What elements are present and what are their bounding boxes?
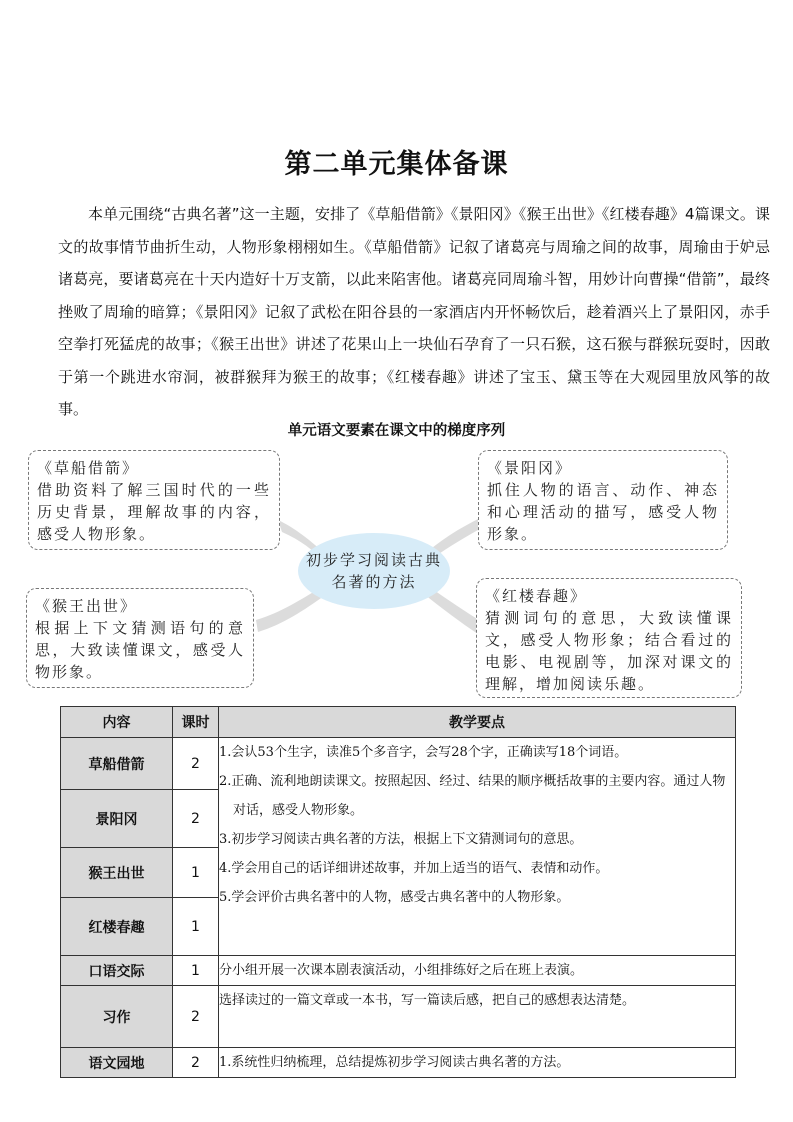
header-content: 内容 bbox=[61, 707, 173, 738]
mindmap-node-caochuanjiejian bbox=[28, 450, 280, 550]
lesson-key-points bbox=[219, 956, 736, 986]
key-point: 1.会认53个生字，读准5个多音字，会写28个字，正确读写18个词语。 bbox=[219, 745, 628, 760]
node-title: 《草船借箭》 bbox=[37, 459, 140, 477]
lesson-hours: 1 bbox=[173, 956, 219, 986]
table-row bbox=[61, 1048, 736, 1078]
page-title: 第二单元集体备课 bbox=[284, 149, 509, 180]
key-point: 3.初步学习阅读古典名著的方法，根据上下文猜测词句的意思。 bbox=[219, 832, 583, 847]
lesson-hours: 1 bbox=[173, 898, 219, 956]
table-row bbox=[61, 738, 736, 790]
center-label: 初步学习阅读古典名著的方法 bbox=[305, 551, 442, 591]
lesson-hours: 2 bbox=[173, 986, 219, 1048]
node-text: 根据上下文猜测语句的意思，大致读懂课文，感受人物形象。 bbox=[35, 619, 245, 681]
unit-introduction: 本单元围绕“古典名著”这一主题，安排了《草船借箭》《景阳冈》《猴王出世》《红楼春趣》4篇课文。课文的故事情节曲折生动，人物形象栩栩如生。《草船借箭》记叙了诸葛亮与周瑜之间的故事，周瑜由于妒忌诸葛亮，要诸葛亮在十天内造好十万支箭，以此来陷害他。诸葛亮同周瑜斗智，用妙计向曹操“借箭”，最终挫败了周瑜的暗算；《景阳冈》记叙了武松在阳谷县的一家酒店内开怀畅饮后，趁着酒兴上了景阳冈，赤手空拳打死猛虎的故事；《猴王出世》讲述了花果山上一块仙石孕育了一只石猴，这石猴与群猴玩耍时，因敢于第一个跳进水帘洞，被群猴拜为猴王的故事；《红楼春趣》讲述了宝玉、黛玉等在大观园里放风筝的故事。 bbox=[58, 205, 770, 418]
table-row bbox=[61, 986, 736, 1048]
mindmap-node-houwangchushi bbox=[26, 588, 254, 688]
lesson-hours: 2 bbox=[173, 790, 219, 848]
lesson-key-points bbox=[219, 738, 736, 956]
lesson-name: 红楼春趣 bbox=[61, 898, 173, 956]
lesson-name: 语文园地 bbox=[61, 1048, 173, 1078]
teaching-plan-table bbox=[60, 706, 736, 1078]
node-text: 抓住人物的语言、动作、神态和心理活动的描写，感受人物形象。 bbox=[487, 481, 719, 543]
lesson-key-points bbox=[219, 986, 736, 1048]
node-text: 猜测词句的意思，大致读懂课文，感受人物形象；结合看过的电影、电视剧等，加深对课文的理解，增加阅读乐趣。 bbox=[485, 609, 733, 693]
mindmap-node-jingyanggang bbox=[478, 450, 728, 550]
node-title: 《猴王出世》 bbox=[35, 597, 138, 615]
lesson-name: 景阳冈 bbox=[61, 790, 173, 848]
lesson-name: 口语交际 bbox=[61, 956, 173, 986]
header-hours: 课时 bbox=[173, 707, 219, 738]
mindmap-diagram bbox=[20, 440, 780, 702]
node-title: 《红楼春趣》 bbox=[485, 587, 588, 605]
key-point: 4.学会用自己的话详细讲述故事，并加上适当的语气、表情和动作。 bbox=[219, 861, 609, 876]
mindmap-node-hongloushunqu bbox=[476, 578, 742, 698]
key-point: 1.系统性归纳梳理，总结提炼初步学习阅读古典名著的方法。 bbox=[219, 1055, 570, 1070]
node-title: 《景阳冈》 bbox=[487, 459, 573, 477]
mindmap-center bbox=[298, 533, 450, 609]
mindmap-subtitle: 单元语文要素在课文中的梯度序列 bbox=[287, 423, 506, 439]
lesson-name: 草船借箭 bbox=[61, 738, 173, 790]
lesson-hours: 2 bbox=[173, 1048, 219, 1078]
key-point: 2.正确、流利地朗读课文。按照起因、经过、结果的顺序概括故事的主要内容。通过人物对话，感受人物形象。 bbox=[219, 774, 726, 818]
key-point: 选择读过的一篇文章或一本书，写一篇读后感，把自己的感想表达清楚。 bbox=[219, 993, 636, 1008]
lesson-key-points bbox=[219, 1048, 736, 1078]
key-point: 分小组开展一次课本剧表演活动，小组排练好之后在班上表演。 bbox=[219, 963, 584, 978]
header-key-points: 教学要点 bbox=[219, 707, 736, 738]
table-row bbox=[61, 956, 736, 986]
node-text: 借助资料了解三国时代的一些历史背景，理解故事的内容，感受人物形象。 bbox=[37, 481, 271, 543]
lesson-hours: 2 bbox=[173, 738, 219, 790]
lesson-hours: 1 bbox=[173, 848, 219, 898]
key-point: 5.学会评价古典名著中的人物，感受古典名著中的人物形象。 bbox=[219, 890, 570, 905]
table-header-row bbox=[61, 707, 736, 738]
lesson-name: 猴王出世 bbox=[61, 848, 173, 898]
lesson-name: 习作 bbox=[61, 986, 173, 1048]
